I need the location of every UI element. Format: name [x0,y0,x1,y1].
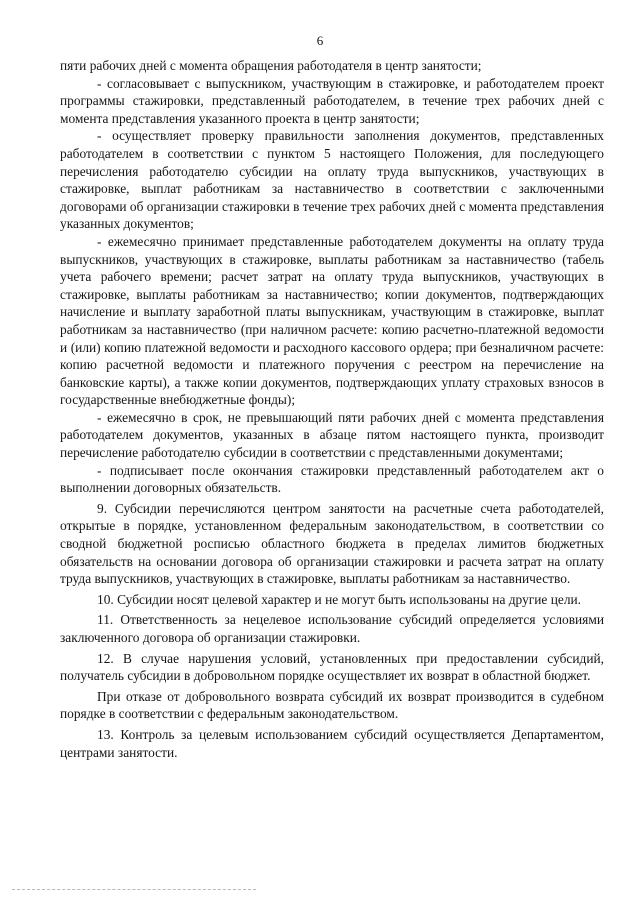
paragraph-continuation: пяти рабочих дней с момента обращения работодателя в центр занятости; [60,58,482,73]
clause-12: 12. В случае нарушения условий, установленных при предоставлении субсидий, получатель субсидии в добровольном порядке осуществляет их возврат в областной бюджет. [60,650,604,684]
clause-12-refusal: При отказе от добровольного возврата субсидий их возврат производится в судебном порядке в соответствии с федеральным законодательством. [60,688,604,722]
clause-9: 9. Субсидии перечисляются центром занятости на расчетные счета работодателей, открытые в порядке, установленном федеральным законодательством, в соответствии со сводной бюджетной росписью областного бюджета в пределах лимитов бюджетных обязательств на основании договора об организации стажировки и расчета затрат на оплату труда выпускников, участвующих в стажировке, выплаты работникам за наставничество. [60,500,604,587]
list-item-monthly-acceptance: - ежемесячно принимает представленные работодателем документы на оплату труда выпускников, участвующих в стажировке, выплаты работникам за наставничество (табель учета рабочего времени; расчет затрат на оплату труда выпускников, участвующих в стажировке, выплаты работникам за наставничество; копии документов, подтверждающих начисление и выплату заработной платы выпускникам, участвующим в стажировке, выплат работникам за наставничество (при наличном расчете: копию расчетно-платежной ведомости и (или) копию платежной ведомости и расходного кассового ордера; при безналичном расчете: копию расчетной ведомости и платежного поручения с реестром на перечисление на банковские карты), а также копии документов, подтверждающих уплату страховых взносов в государственные внебюджетные фонды); [60,233,604,408]
list-item-verify-documents: - осуществляет проверку правильности заполнения документов, представленных работодателем в соответствии с пунктом 5 настоящего Положения, для последующего перечисления работодателю субсидии на оплату труда выпускников, участвующих в стажировке, выплат работникам за наставничество в соответствии с заключенными договорами об организации стажировки в течение трех рабочих дней с момента представления указанных документов; [60,128,604,232]
list-item-approve-program: - согласовывает с выпускником, участвующим в стажировке, и работодателем проект программы стажировки, представленный работодателем, в течение трех рабочих дней с момента представления указанного проекта в центр занятости; [60,75,604,126]
list-item-monthly-transfer: - ежемесячно в срок, не превышающий пяти рабочих дней с момента представления работодателем документов, указанных в абзаце пятом настоящего пункта, производит перечисление работодателю субсидии в соответствии с представленными документами; [60,409,604,461]
footer-divider [12,889,256,890]
clause-13: 13. Контроль за целевым использованием субсидий осуществляется Департаментом, центрами занятости. [60,726,604,760]
page-number: 6 [316,33,324,48]
document-body [60,57,604,761]
clause-11: 11. Ответственность за нецелевое использование субсидий определяется условиями заключенного договора об организации стажировки. [60,612,604,645]
list-item-sign-act: - подписывает после окончания стажировки представленный работодателем акт о выполнении договорных обязательств. [60,462,604,496]
clause-10: 10. Субсидии носят целевой характер и не могут быть использованы на другие цели. [97,591,582,607]
